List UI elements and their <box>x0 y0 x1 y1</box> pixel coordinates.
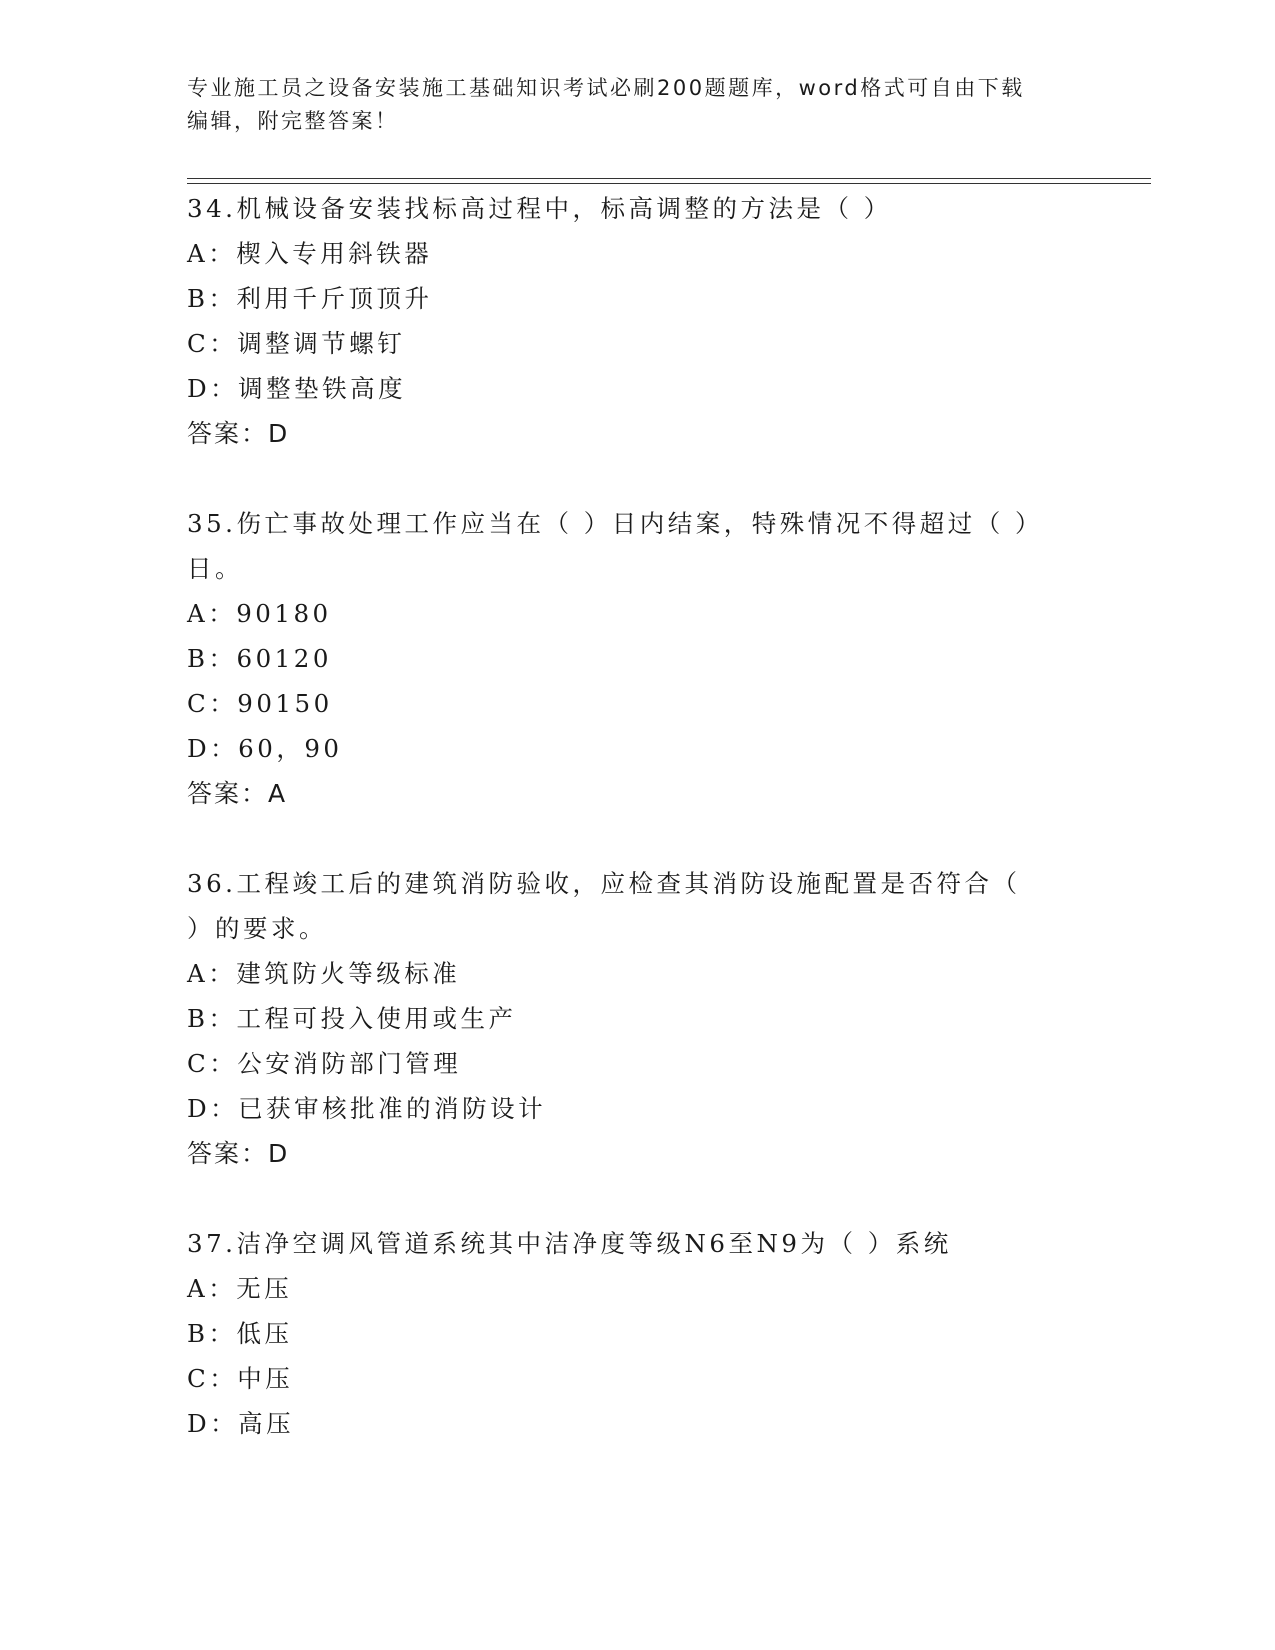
question-36-stem-line-2: ）的要求。 <box>187 914 327 943</box>
question-35-stem-line-2: 日。 <box>187 554 243 583</box>
question-36-option-a: A：建筑防火等级标准 <box>187 959 461 988</box>
header-line-1: 专业施工员之设备安装施工基础知识考试必刷200题题库，word格式可自由下载 <box>187 76 1025 100</box>
question-36-answer: 答案：D <box>187 1139 290 1168</box>
question-34-answer: 答案：D <box>187 419 290 448</box>
header-line-2: 编辑，附完整答案！ <box>187 109 399 133</box>
header-divider-top <box>187 178 1151 179</box>
question-36-stem-line-1: 36.工程竣工后的建筑消防验收，应检查其消防设施配置是否符合（ <box>187 869 1021 898</box>
question-37-option-a: A：无压 <box>187 1274 293 1303</box>
question-34-option-a: A：楔入专用斜铁器 <box>187 239 433 268</box>
question-37-option-d: D：高压 <box>187 1409 295 1438</box>
question-35-answer: 答案：A <box>187 779 288 808</box>
question-34-option-b: B：利用千斤顶顶升 <box>187 284 433 313</box>
document-header <box>187 72 1067 138</box>
question-34-stem: 34.机械设备安装找标高过程中，标高调整的方法是（ ） <box>187 194 892 223</box>
question-36-option-b: B：工程可投入使用或生产 <box>187 1004 517 1033</box>
question-37-option-b: B：低压 <box>187 1319 293 1348</box>
question-35-option-d: D：60，90 <box>187 734 343 763</box>
question-37-stem: 37.洁净空调风管道系统其中洁净度等级N6至N9为（ ）系统 <box>187 1229 952 1258</box>
question-35-option-c: C：90150 <box>187 689 333 718</box>
question-35-stem-line-1: 35.伤亡事故处理工作应当在（ ）日内结案，特殊情况不得超过（ ） <box>187 509 1044 538</box>
question-34-option-d: D：调整垫铁高度 <box>187 374 407 403</box>
question-36-option-d: D：已获审核批准的消防设计 <box>187 1094 547 1123</box>
question-37-option-c: C：中压 <box>187 1364 294 1393</box>
question-36-option-c: C：公安消防部门管理 <box>187 1049 462 1078</box>
question-35-option-b: B：60120 <box>187 644 332 673</box>
header-divider-bottom <box>187 183 1151 184</box>
question-35-option-a: A：90180 <box>187 599 332 628</box>
question-34-option-c: C：调整调节螺钉 <box>187 329 406 358</box>
